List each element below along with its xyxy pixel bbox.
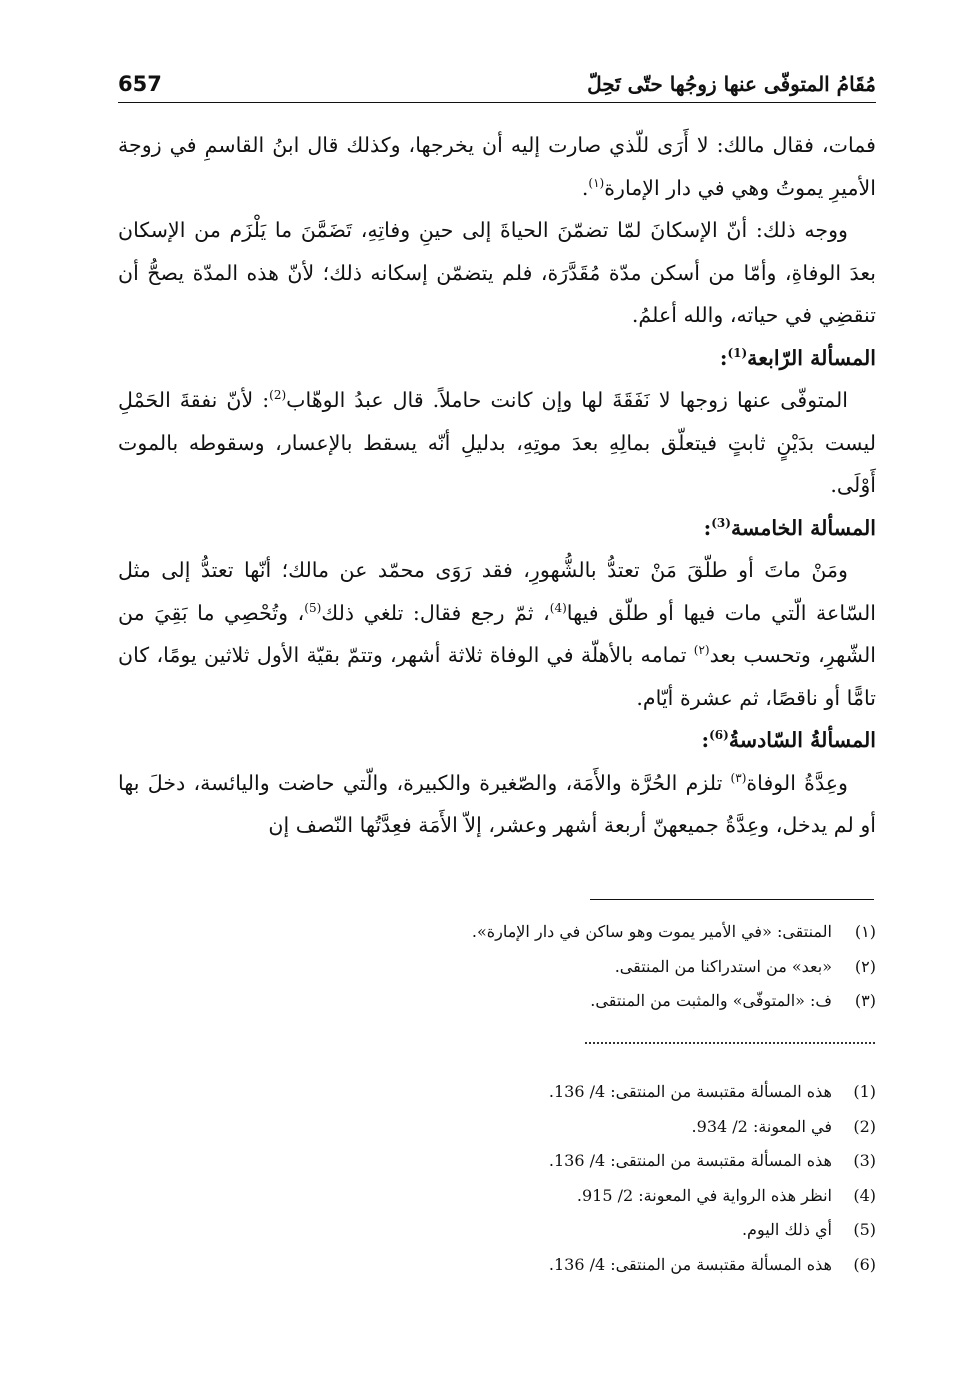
footnote-item xyxy=(276,1144,876,1179)
footnote-number: (2) xyxy=(853,1116,876,1136)
footnote-number: (1) xyxy=(853,1082,876,1101)
footnote-text: هذه المسألة مقتبسة من المنتقى: 4/ 136. xyxy=(548,1151,832,1170)
editor-footnotes xyxy=(276,915,876,1019)
heading-colon: : xyxy=(701,728,710,752)
paragraph-end: . xyxy=(581,175,589,200)
paragraph-text: : لأنّ نفقةَ الحَمْلِ ليست بدَيْنٍ ثابتٍ فيتعلّق بمالِهِ بعدَ موتِهِ، بدليلِ أنّه يسقط بالإعسار، وسقوطه بالموت أَوْلَى. xyxy=(118,388,876,497)
footnote-text: في المعونة: 2/ 934. xyxy=(691,1116,832,1136)
paragraph-text: تلزم الحُرَّة والأَمَة، والصّغيرة والكبيرة، والّتي حاضت واليائسة، دخلَ بها أو لم يدخل، وعِدَّةُ جميعهنّ أربعة أشهر وعشر، إلاّ الأَمَة فعِدَّتُها النّصف إن xyxy=(118,770,876,837)
footnote-number: (١) xyxy=(854,922,876,941)
footnote-number: (4) xyxy=(853,1185,876,1205)
footnote-item xyxy=(276,1213,876,1248)
page-number: 657 xyxy=(118,72,162,96)
footnote-ref: (5) xyxy=(304,600,322,615)
paragraph-fourth xyxy=(118,379,876,507)
section-heading-fourth xyxy=(118,337,876,380)
footnote-ref: (3) xyxy=(711,515,731,530)
page-header xyxy=(118,72,876,103)
section-heading-fifth xyxy=(118,507,876,550)
footnote-separator xyxy=(590,899,874,900)
footnote-ref: (2) xyxy=(269,388,287,403)
footnote-item xyxy=(276,1110,876,1145)
paragraph-text: ومَنْ ماتَ أو طلّقَ مَنْ تعتدُّ بالشُّهورِ، فقد رَوَى محمّد عن مالك؛ أنّها تعتدُّ إلى مثل السّاعة الّتي مات فيها أو طلّق فيها xyxy=(118,558,876,625)
footnote-item xyxy=(276,915,876,950)
heading-colon: : xyxy=(719,345,728,370)
footnote-ref: (٣) xyxy=(730,770,747,785)
footnote-text: انظر هذه الرواية في المعونة: 2/ 915. xyxy=(576,1185,832,1205)
footnote-ref: (4) xyxy=(549,600,567,615)
footnote-ref: (١) xyxy=(588,175,605,190)
heading-text: المسألةُ السّادسةُ xyxy=(728,728,876,752)
heading-colon: : xyxy=(703,515,712,540)
dotted-separator xyxy=(585,1042,875,1044)
paragraph-text: ، وتُحْصِي ما بَقِيَ من الشّهرِ، وتحسب بعد xyxy=(118,600,876,667)
paragraph-reasoning: ووجه ذلك: أنّ الإسكانَ لمّا تضمّنَ الحياةَ إلى حينِ وفاتِهِ، تَضَمَّنَ ما يَلْزَم من الإسكان بعدَ الوفاةِ، وأمّا من أسكن مدّة مُقَدَّرَة، فلم يتضمّن إسكانه ذلك؛ لأنّ هذه المدّة يصحُّ أن تنقضِي في حياته، والله أعلمُ. xyxy=(118,218,876,327)
footnote-item xyxy=(276,1179,876,1214)
footnote-text: أي ذلك اليوم. xyxy=(741,1220,832,1239)
heading-text: المسألة الخامسة xyxy=(730,515,876,540)
paragraph-text: فمات، فقال مالك: لا أَرَى للّذي صارت إليه أن يخرجها، وكذلك قال ابنُ القاسمِ في زوجة الأميرِ يموتُ وهي في دار الإمارة xyxy=(118,133,876,200)
footnote-item xyxy=(276,950,876,985)
paragraph-text: وعِدَّةُ الوفاة xyxy=(746,770,848,795)
footnote-number: (٢) xyxy=(854,956,876,976)
footnote-text: «بعد» من استدراكنا من المنتقى. xyxy=(614,956,832,976)
main-text xyxy=(118,124,876,847)
paragraph-continuation xyxy=(118,124,876,209)
paragraph-fifth xyxy=(118,549,876,719)
paragraph-text: المتوفّى عنها زوجها لا نَفَقَةَ لها وإن كانت حاملاً. قال عبدُ الوهّاب xyxy=(286,388,848,412)
footnote-number: (6) xyxy=(853,1254,876,1274)
section-heading-sixth xyxy=(118,719,876,762)
running-title: مُقَامُ المتوفّى عنها زوجُها حتّى تَحِلّ xyxy=(587,72,876,96)
paragraph-sixth xyxy=(118,762,876,847)
footnote-ref: (٢) xyxy=(693,643,710,658)
footnote-item xyxy=(276,1075,876,1110)
paragraph-text: ، ثمّ رجع فقال: تلغي ذلك xyxy=(321,600,550,625)
footnote-text: هذه المسألة مقتبسة من المنتقى: 4/ 136. xyxy=(548,1082,832,1101)
footnote-item xyxy=(276,984,876,1019)
paragraph-text: تمامه بالأهلّة في الوفاة ثلاثة أشهر، وتتمّ بقيّة الأول ثلاثين يومًا، كان تامًّا أو ناقصًا، ثم عشرة أيّام. xyxy=(118,643,876,710)
footnote-ref: (1) xyxy=(727,345,748,360)
footnote-number: (٣) xyxy=(854,991,876,1010)
footnote-number: (3) xyxy=(853,1151,876,1170)
footnote-number: (5) xyxy=(853,1220,876,1239)
footnote-text: هذه المسألة مقتبسة من المنتقى: 4/ 136. xyxy=(548,1254,832,1274)
footnote-item xyxy=(276,1248,876,1283)
footnote-ref: (6) xyxy=(709,728,729,743)
footnote-text: ف: «المتوفّى» والمثبت من المنتقى. xyxy=(590,991,832,1010)
footnote-text: المنتقى: «في الأمير يموت وهو ساكن في دار الإمارة». xyxy=(471,922,832,941)
source-footnotes xyxy=(276,1075,876,1282)
heading-text: المسألة الرّابعة xyxy=(747,345,876,370)
